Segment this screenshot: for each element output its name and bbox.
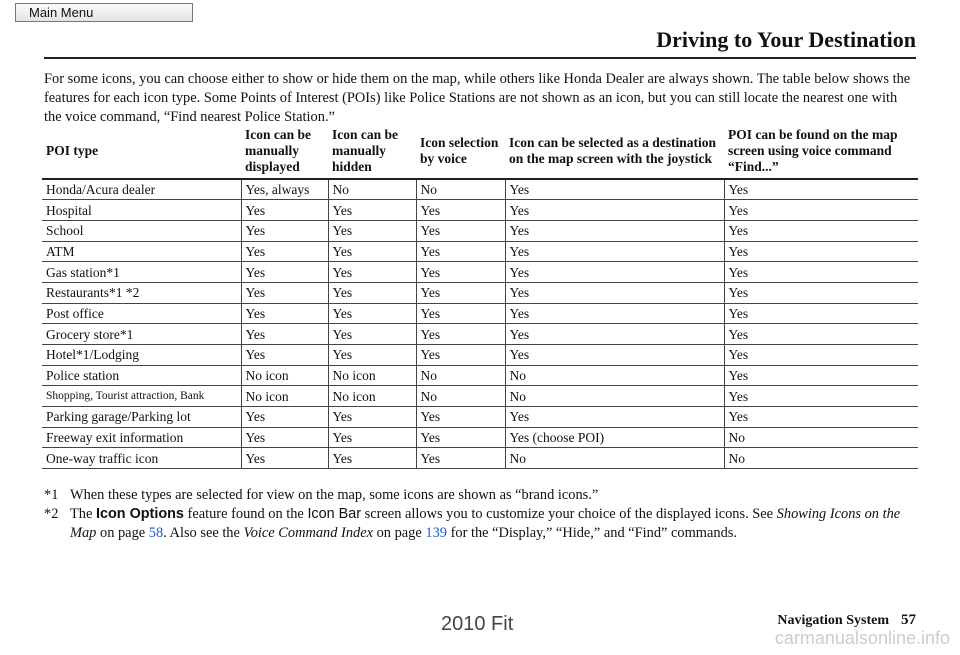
poi-feature-table [42,125,918,469]
header-manually-displayed: Icon can be manually displayed [241,125,328,179]
feature-cell: Yes [724,324,918,345]
feature-cell: Yes [505,282,724,303]
feature-cell: No [505,386,724,407]
feature-cell: Yes [416,282,505,303]
poi-type-cell: Honda/Acura dealer [42,179,241,200]
header-joystick-destination: Icon can be selected as a destination on the map screen with the joystick [505,125,724,179]
header-find-voice-command: POI can be found on the map screen using voice command “Find...” [724,125,918,179]
feature-cell: Yes [241,345,328,366]
feature-cell: Yes [241,241,328,262]
feature-cell: Yes [328,282,416,303]
table-row [42,365,918,386]
feature-cell: Yes [724,200,918,221]
poi-type-cell: ATM [42,241,241,262]
feature-cell: Yes [724,407,918,428]
header-selection-by-voice: Icon selection by voice [416,125,505,179]
site-watermark: carmanualsonline.info [774,628,950,648]
feature-cell: No icon [328,365,416,386]
footnote-2-end: for the “Display,” “Hide,” and “Find” commands. [450,525,737,541]
table-row [42,179,918,200]
feature-cell: No icon [241,365,328,386]
footnote-2-also: . Also see the [163,525,240,541]
feature-cell: Yes [505,179,724,200]
feature-cell: No [505,448,724,469]
poi-type-cell: Restaurants*1 *2 [42,282,241,303]
feature-cell: Yes [328,262,416,283]
feature-cell: Yes [724,262,918,283]
table-row [42,220,918,241]
footnote-1 [44,486,920,505]
feature-cell: Yes [416,324,505,345]
table-header-row [42,125,918,179]
table-row [42,448,918,469]
feature-cell: Yes [416,407,505,428]
feature-cell: Yes [241,448,328,469]
feature-cell: Yes [241,427,328,448]
footnote-2-on-page-2: on page [376,525,422,541]
ref-showing-icons: Showing Icons on the Map [70,506,901,541]
footnote-2-mid: feature found on the [187,506,304,522]
header-manually-hidden: Icon can be manually hidden [328,125,416,179]
footnote-2-on-page: on page [100,525,146,541]
feature-cell: Yes [328,324,416,345]
feature-cell: No [724,448,918,469]
title-divider [44,57,916,59]
feature-cell: No [416,386,505,407]
feature-cell: Yes [416,200,505,221]
poi-type-cell: Hospital [42,200,241,221]
feature-cell: No icon [241,386,328,407]
feature-cell: Yes [416,427,505,448]
icon-bar-term: Icon Bar [307,506,362,522]
feature-cell: Yes [505,200,724,221]
poi-type-cell: Post office [42,303,241,324]
footnote-1-mark: *1 [44,487,59,503]
feature-cell: Yes [328,448,416,469]
feature-cell: No icon [328,386,416,407]
feature-cell: Yes [724,365,918,386]
table-row [42,407,918,428]
footnote-2 [44,505,920,543]
feature-cell: Yes [505,407,724,428]
feature-cell: No [328,179,416,200]
feature-cell: Yes [416,448,505,469]
feature-cell: Yes [505,241,724,262]
feature-cell: Yes [724,220,918,241]
poi-type-cell: One-way traffic icon [42,448,241,469]
icon-options-term: Icon Options [95,506,184,522]
feature-cell: Yes [241,262,328,283]
poi-type-cell: Parking garage/Parking lot [42,407,241,428]
poi-type-cell: Hotel*1/Lodging [42,345,241,366]
feature-cell: No [505,365,724,386]
feature-cell: Yes [416,262,505,283]
header-poi-type: POI type [42,125,241,179]
intro-paragraph: For some icons, you can choose either to show or hide them on the map, while others like Honda Dealer are always shown. The table below shows the features for each icon type. Some Points of Interest (POIs) like Police Stations are not shown as an icon, but you can still locate the nearest one with the voice command, “Find nearest Police Station.” [44,71,911,125]
poi-type-cell: Gas station*1 [42,262,241,283]
feature-cell: Yes [505,303,724,324]
main-menu-button[interactable]: Main Menu [15,3,193,22]
feature-cell: Yes [328,200,416,221]
section-name: Navigation System [777,613,889,628]
page-139-link[interactable]: 139 [425,525,447,541]
feature-cell: Yes [724,386,918,407]
table-row [42,303,918,324]
page-title: Driving to Your Destination [656,27,916,52]
table-row [42,345,918,366]
feature-cell: Yes [724,282,918,303]
feature-cell: Yes [724,179,918,200]
table-row [42,386,918,407]
feature-cell: Yes [241,407,328,428]
footnote-2-mark: *2 [44,506,59,522]
feature-cell: Yes [328,241,416,262]
feature-cell: No [416,179,505,200]
feature-cell: Yes [505,220,724,241]
feature-cell: Yes [416,241,505,262]
table-row [42,200,918,221]
table-row [42,241,918,262]
feature-cell: Yes [241,220,328,241]
table-row [42,324,918,345]
footnote-2-the: The [70,506,93,522]
feature-cell: Yes [241,282,328,303]
footnotes [44,486,920,543]
feature-cell: Yes [505,345,724,366]
feature-cell: Yes [328,220,416,241]
feature-cell: Yes [241,200,328,221]
footnote-1-text: When these types are selected for view on the map, some icons are shown as “brand icons.” [70,487,599,503]
feature-cell: Yes [505,262,724,283]
feature-cell: Yes [724,345,918,366]
poi-type-cell: Freeway exit information [42,427,241,448]
feature-cell: Yes [416,220,505,241]
page-number: 57 [901,612,916,628]
ref-voice-command-index: Voice Command Index [243,525,373,541]
page-footer [777,612,916,629]
feature-cell: Yes [416,303,505,324]
poi-type-cell: School [42,220,241,241]
feature-cell: Yes [241,303,328,324]
table-row [42,282,918,303]
poi-type-cell: Shopping, Tourist attraction, Bank [42,386,241,407]
table-row [42,427,918,448]
feature-cell: Yes [328,345,416,366]
feature-cell: Yes, always [241,179,328,200]
footnote-2-rest: screen allows you to customize your choice of the displayed icons. See [364,506,774,522]
feature-cell: Yes [416,345,505,366]
feature-cell: No [724,427,918,448]
feature-cell: Yes [241,324,328,345]
feature-cell: No [416,365,505,386]
feature-cell: Yes [724,241,918,262]
feature-cell: Yes [328,303,416,324]
feature-cell: Yes (choose POI) [505,427,724,448]
feature-cell: Yes [328,407,416,428]
poi-type-cell: Police station [42,365,241,386]
table-row [42,262,918,283]
feature-cell: Yes [328,427,416,448]
page-58-link[interactable]: 58 [148,525,164,541]
feature-cell: Yes [505,324,724,345]
feature-cell: Yes [724,303,918,324]
watermark-model: 2010 Fit [441,613,514,635]
poi-type-cell: Grocery store*1 [42,324,241,345]
